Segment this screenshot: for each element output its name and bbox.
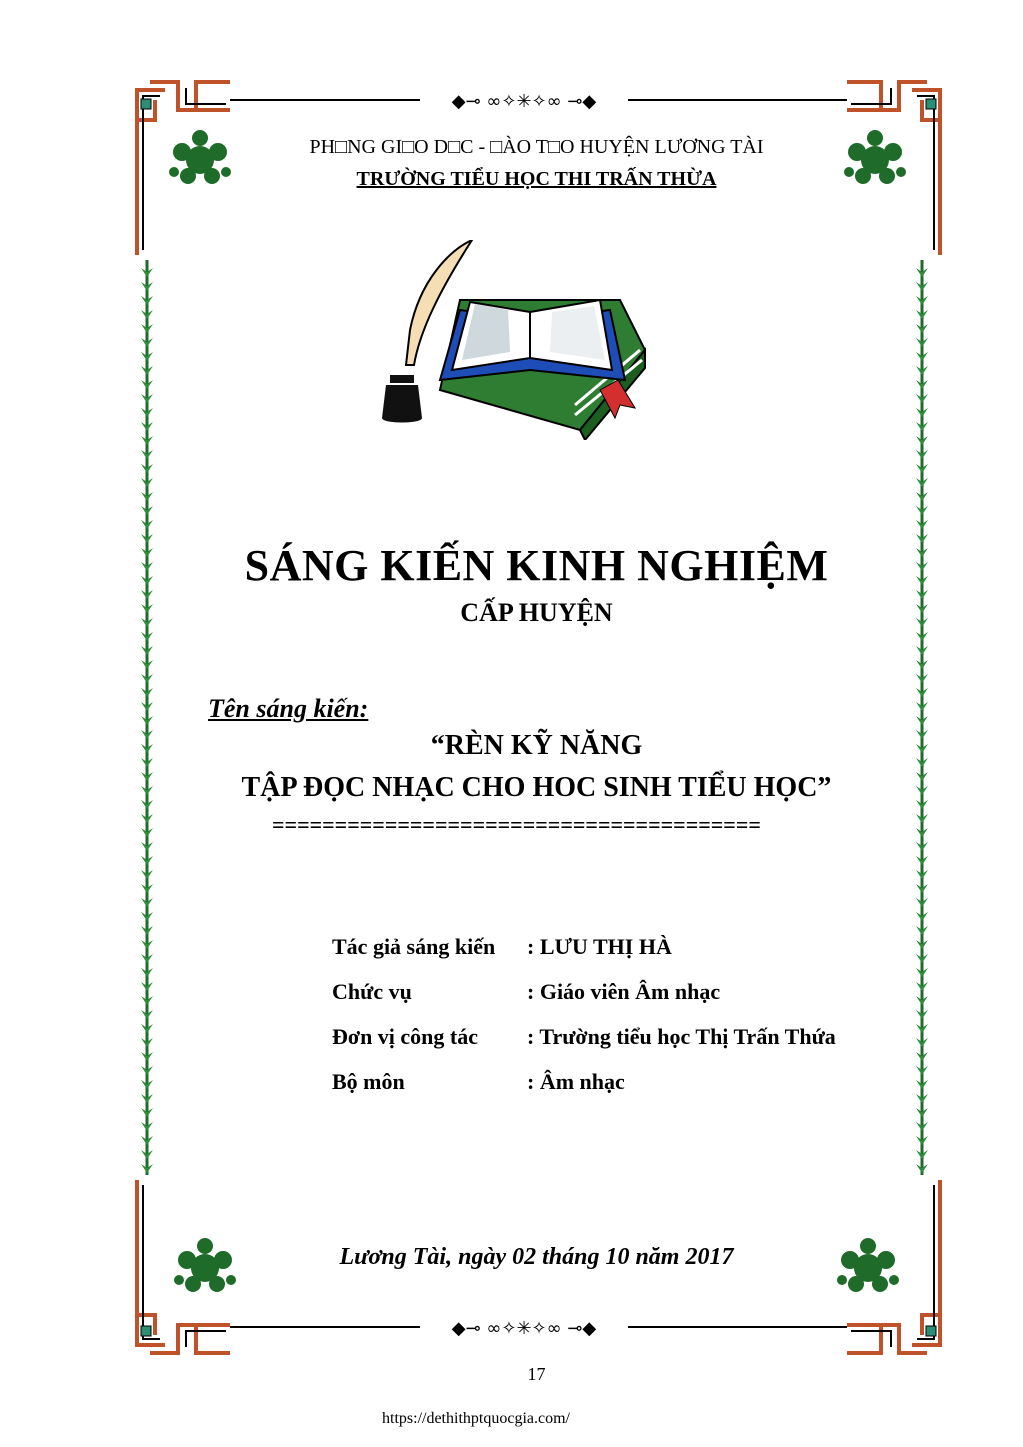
info-row-position	[332, 979, 720, 1005]
info-value: : LƯU THỊ HÀ	[527, 934, 672, 959]
info-label: Chức vụ	[332, 979, 412, 1004]
svg-text:◆⊸ ∞✧✳✧∞ ⊸◆: ◆⊸ ∞✧✳✧∞ ⊸◆	[451, 1318, 597, 1339]
info-row-author	[332, 934, 672, 960]
info-row-workplace	[332, 1024, 836, 1050]
date-line: Lương Tài, ngày 02 tháng 10 năm 2017	[339, 1244, 734, 1270]
school-name	[0, 168, 1023, 191]
initiative-title-line1: “RÈN KỸ NĂNG	[430, 730, 643, 761]
separator-line: =======================================	[272, 812, 761, 837]
document-title: SÁNG KIẾN KINH NGHIỆM	[244, 541, 829, 590]
department-heading: PH□NG GI□O D□C - □ÀO T□O HUYỆN LƯƠNG TÀI	[309, 136, 764, 158]
initiative-label: Tên sáng kiến:	[208, 694, 369, 723]
document-subtitle: CẤP HUYỆN	[460, 598, 613, 627]
info-label: Đơn vị công tác	[332, 1024, 479, 1049]
footer-url[interactable]: https://dethithptquocgia.com/	[382, 1410, 570, 1427]
school-name-text: TRƯỜNG TIỂU HỌC THI TRẤN THỪA	[356, 168, 717, 190]
info-value: : Trường tiểu học Thị Trấn Thứa	[527, 1024, 836, 1049]
info-label: Tác giả sáng kiến	[332, 934, 496, 959]
book-quill-illustration	[380, 240, 660, 440]
info-value: : Giáo viên Âm nhạc	[527, 979, 721, 1004]
page-number: 17	[527, 1364, 546, 1384]
svg-text:◆⊸ ∞✧✳✧∞ ⊸◆: ◆⊸ ∞✧✳✧∞ ⊸◆	[451, 91, 597, 112]
initiative-title-line2: TẬP ĐỌC NHẠC CHO HOC SINH TIỂU HỌC”	[241, 772, 832, 803]
info-row-subject	[332, 1069, 625, 1095]
info-value: : Âm nhạc	[527, 1069, 625, 1094]
info-label: Bộ môn	[332, 1069, 405, 1094]
